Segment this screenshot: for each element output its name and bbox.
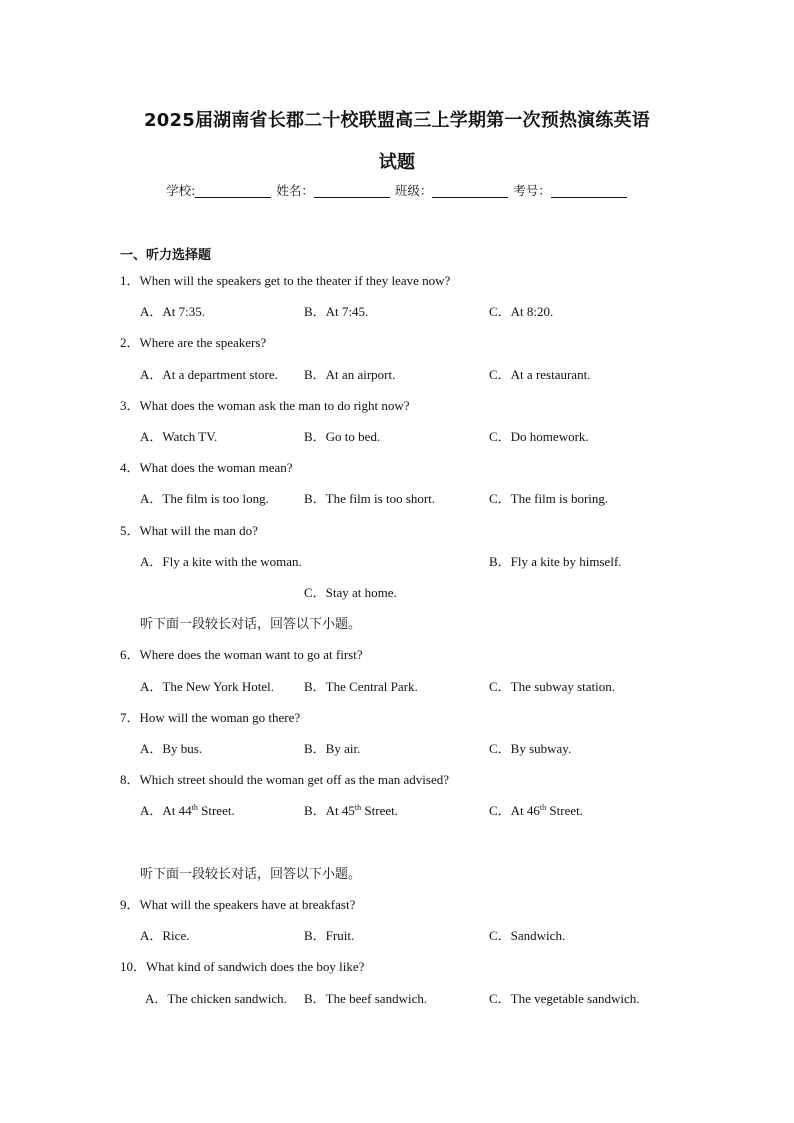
option-c: C．Stay at home. [304, 585, 397, 600]
option-b: B．Fly a kite by himself. [489, 554, 622, 569]
option-c: C．By subway. [489, 741, 572, 756]
question-stem: 3．What does the woman ask the man to do right now? [120, 398, 410, 413]
option-c: C．At a restaurant. [489, 367, 591, 382]
question-stem: 2．Where are the speakers? [120, 335, 267, 350]
question-stem: 1．When will the speakers get to the theater if they leave now? [120, 273, 451, 288]
option-b: B．The Central Park. [304, 679, 418, 694]
exam-number-label: 考号： [513, 183, 551, 198]
ordinal-suffix: th [539, 803, 547, 812]
question-stem: 10．What kind of sandwich does the boy like? [120, 959, 365, 974]
option-b: B．The beef sandwich. [304, 991, 428, 1006]
dialogue-instruction: 听下面一段较长对话，回答以下小题。 [140, 617, 362, 632]
option-b: B．At 7:45. [304, 304, 369, 319]
option-a: A．Fly a kite with the woman. [140, 554, 302, 569]
option-b [304, 800, 398, 819]
option-a: A．At 7:35. [140, 304, 206, 319]
option-a: A．Rice. [140, 928, 190, 943]
option-b: B．The film is too short. [304, 491, 436, 506]
option-c-text-end: Street. [546, 803, 583, 818]
option-c: C．The film is boring. [489, 491, 609, 506]
name-label: 姓名： [276, 183, 314, 198]
question-stem: 5．What will the man do? [120, 523, 258, 538]
option-b: B．Fruit. [304, 928, 355, 943]
section-heading: 一、听力选择题 [120, 248, 212, 263]
option-b: B．At an airport. [304, 367, 396, 382]
option-c: C．At 8:20. [489, 304, 554, 319]
option-a: A．The film is too long. [140, 491, 269, 506]
option-a-text: A．At 44 [140, 803, 192, 818]
question-stem: 8．Which street should the woman get off as the man advised? [120, 772, 450, 787]
exam-number-blank[interactable] [551, 185, 627, 198]
option-c: C．Sandwich. [489, 928, 566, 943]
name-blank[interactable] [314, 185, 390, 198]
school-blank[interactable] [195, 185, 271, 198]
option-a-text-end: Street. [197, 803, 235, 818]
ordinal-suffix: th [354, 803, 362, 812]
option-b: B．By air. [304, 741, 361, 756]
question-stem: 7．How will the woman go there? [120, 710, 301, 725]
question-stem: 4．What does the woman mean? [120, 460, 293, 475]
option-c [489, 800, 583, 819]
option-b-text: B．At 45 [304, 803, 355, 818]
option-a: A．Watch TV. [140, 429, 218, 444]
option-c: C．The vegetable sandwich. [489, 991, 640, 1006]
option-a: A．The New York Hotel. [140, 679, 274, 694]
school-label: 学校: [166, 183, 196, 198]
question-stem: 9．What will the speakers have at breakfast? [120, 897, 356, 912]
class-label: 班级： [394, 183, 433, 198]
option-c: C．The subway station. [489, 679, 616, 694]
option-c-text: C．At 46 [489, 803, 540, 818]
option-a: A．At a department store. [140, 367, 278, 382]
ordinal-suffix: th [191, 803, 198, 812]
page-title: 2025届湖南省长郡二十校联盟高三上学期第一次预热演练英语 [144, 110, 650, 131]
option-a [140, 800, 235, 819]
student-info-row [0, 181, 794, 199]
dialogue-instruction: 听下面一段较长对话，回答以下小题。 [140, 867, 362, 882]
question-stem: 6．Where does the woman want to go at first? [120, 647, 363, 662]
option-c: C．Do homework. [489, 429, 589, 444]
option-a: A．By bus. [140, 741, 203, 756]
class-blank[interactable] [432, 185, 508, 198]
option-b-text-end: Street. [361, 803, 398, 818]
page-title-line2: 试题 [378, 152, 416, 173]
option-b: B．Go to bed. [304, 429, 381, 444]
option-a: A．The chicken sandwich. [145, 991, 287, 1006]
